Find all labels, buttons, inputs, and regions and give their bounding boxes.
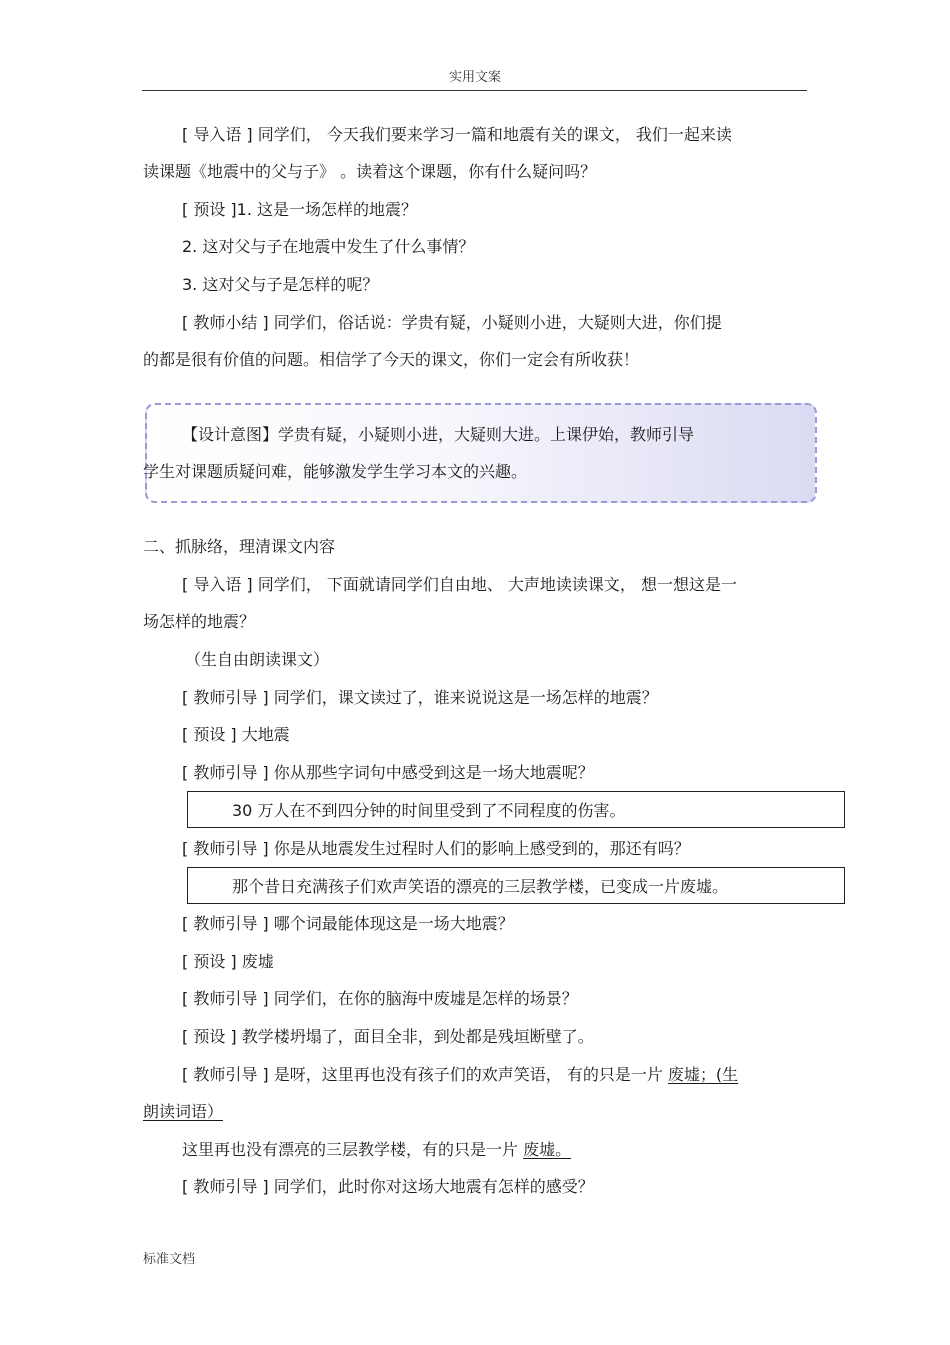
section2-intro-line-2: 场怎样的地震？ [143, 612, 256, 631]
building-line [182, 1139, 571, 1161]
section-heading: 二、抓脉络，理清课文内容 [143, 537, 336, 556]
guide6-prefix: [ 教师引导 ] 是呀，这里再也没有孩子们的欢声笑语， 有的只是一片 [182, 1065, 668, 1084]
header-rule [142, 90, 807, 91]
design-intent-line-2: 学生对课题质疑问难，能够激发学生学习本文的兴趣。 [143, 462, 528, 481]
quote-text-1: 30 万人在不到四分钟的时间里受到了不同程度的伤害。 [232, 801, 626, 820]
page-header-title: 实用文案 [448, 70, 501, 85]
summary-line-1: [ 教师小结 ] 同学们，俗话说：学贵有疑，小疑则小进，大疑则大进，你们提 [182, 313, 722, 332]
intro-line-1: [ 导入语 ] 同学们， 今天我们要来学习一篇和地震有关的课文， 我们一起来读 [182, 125, 732, 144]
teacher-guide-3: [ 教师引导 ] 你是从地震发生过程时人们的影响上感受到的，那还有吗？ [182, 839, 690, 858]
preset-ruins: [ 预设 ] 废墟 [182, 952, 274, 971]
teacher-guide-2: [ 教师引导 ] 你从那些字词句中感受到这是一场大地震呢？ [182, 763, 594, 782]
preset-2: 2. 这对父与子在地震中发生了什么事情？ [182, 237, 475, 256]
teacher-guide-1: [ 教师引导 ] 同学们，课文读过了，谁来说说这是一场怎样的地震？ [182, 688, 658, 707]
teacher-guide-4: [ 教师引导 ] 哪个词最能体现这是一场大地震？ [182, 914, 514, 933]
reading-note: （生自由朗读课文） [185, 650, 330, 669]
summary-line-2: 的都是很有价值的问题。相信学了今天的课文，你们一定会有所收获！ [143, 350, 640, 369]
building-line-prefix: 这里再也没有漂亮的三层教学楼，有的只是一片 [182, 1140, 524, 1159]
guide6-underlined: 废墟；(生 [667, 1065, 739, 1084]
preset-3: 3. 这对父与子是怎样的呢？ [182, 275, 379, 294]
teacher-guide-5: [ 教师引导 ] 同学们，在你的脑海中废墟是怎样的场景？ [182, 989, 578, 1008]
intro-line-2: 读课题《地震中的父与子》 。读着这个课题，你有什么疑问吗？ [143, 162, 597, 181]
preset-collapse: [ 预设 ] 教学楼坍塌了，面目全非，到处都是残垣断壁了。 [182, 1027, 594, 1046]
preset-1: [ 预设 ]1. 这是一场怎样的地震？ [182, 200, 418, 219]
design-intent-box [145, 403, 817, 503]
teacher-guide-6 [182, 1064, 738, 1086]
teacher-guide-7: [ 教师引导 ] 同学们，此时你对这场大地震有怎样的感受？ [182, 1177, 594, 1196]
footer-text: 标准文档 [143, 1252, 196, 1267]
design-intent-line-1: 【设计意图】学贵有疑，小疑则小进，大疑则大进。上课伊始，教师引导 [182, 425, 695, 444]
preset-earthquake: [ 预设 ] 大地震 [182, 725, 290, 744]
quote-text-2: 那个昔日充满孩子们欢声笑语的漂亮的三层教学楼，已变成一片废墟。 [232, 877, 729, 896]
teacher-guide-6-line-2: 朗读词语） [143, 1102, 224, 1121]
building-line-underlined: 废墟。 [523, 1140, 572, 1159]
section2-intro-line-1: [ 导入语 ] 同学们， 下面就请同学们自由地、 大声地读读课文， 想一想这是一 [182, 575, 738, 594]
